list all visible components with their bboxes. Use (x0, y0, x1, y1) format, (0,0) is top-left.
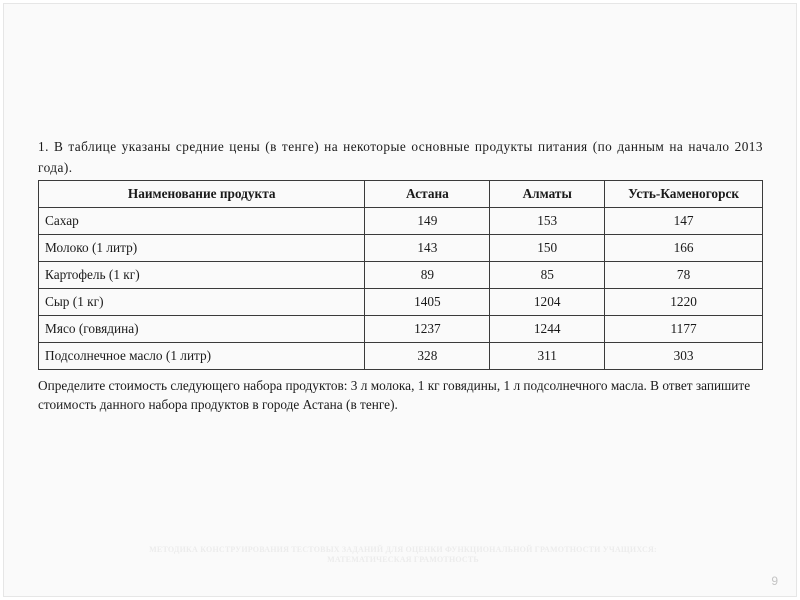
task-text: Определите стоимость следующего набора продуктов: 3 л молока, 1 кг говядины, 1 л подсолнечного масла. В ответ запишите стоимость данного набора продуктов в городе Астана (в тенге). (38, 378, 751, 412)
price-astana: 328 (365, 343, 490, 370)
product-name: Молоко (1 литр) (39, 235, 365, 262)
intro-text: 1. В таблице указаны средние цены (в тенге) на некоторые основные продукты питания (по данным на начало 2013 года). (38, 139, 763, 175)
price-ust-kamenogorsk: 303 (605, 343, 763, 370)
price-almaty: 153 (490, 208, 605, 235)
price-almaty: 85 (490, 262, 605, 289)
price-astana: 143 (365, 235, 490, 262)
footer-line-2: МАТЕМАТИЧЕСКАЯ ГРАМОТНОСТЬ (327, 555, 479, 564)
price-astana: 1237 (365, 316, 490, 343)
footer-line-1: МЕТОДИКА КОНСТРУИРОВАНИЯ ТЕСТОВЫХ ЗАДАНИЙ ДЛЯ ОЦЕНКИ ФУНКЦИОНАЛЬНОЙ ГРАМОТНОСТИ УЧАЩИХСЯ: (149, 545, 657, 554)
product-name: Сыр (1 кг) (39, 289, 365, 316)
price-ust-kamenogorsk: 147 (605, 208, 763, 235)
price-astana: 149 (365, 208, 490, 235)
page-number: 9 (771, 574, 778, 588)
table-row (39, 208, 763, 235)
table-row (39, 235, 763, 262)
table-header-row (39, 181, 763, 208)
header-astana: Астана (365, 181, 490, 208)
price-almaty: 1244 (490, 316, 605, 343)
header-product: Наименование продукта (39, 181, 365, 208)
price-ust-kamenogorsk: 78 (605, 262, 763, 289)
price-astana: 1405 (365, 289, 490, 316)
price-almaty: 150 (490, 235, 605, 262)
table-row (39, 316, 763, 343)
product-name: Сахар (39, 208, 365, 235)
product-name: Подсолнечное масло (1 литр) (39, 343, 365, 370)
price-table (38, 180, 763, 370)
price-ust-kamenogorsk: 166 (605, 235, 763, 262)
header-ust-kamenogorsk: Усть-Каменогорск (605, 181, 763, 208)
table-row (39, 289, 763, 316)
product-name: Картофель (1 кг) (39, 262, 365, 289)
table-row (39, 262, 763, 289)
price-ust-kamenogorsk: 1177 (605, 316, 763, 343)
slide-content (38, 136, 763, 414)
product-name: Мясо (говядина) (39, 316, 365, 343)
table-row (39, 343, 763, 370)
slide (3, 3, 797, 597)
price-almaty: 311 (490, 343, 605, 370)
footer (93, 545, 713, 565)
price-almaty: 1204 (490, 289, 605, 316)
header-almaty: Алматы (490, 181, 605, 208)
price-ust-kamenogorsk: 1220 (605, 289, 763, 316)
price-astana: 89 (365, 262, 490, 289)
